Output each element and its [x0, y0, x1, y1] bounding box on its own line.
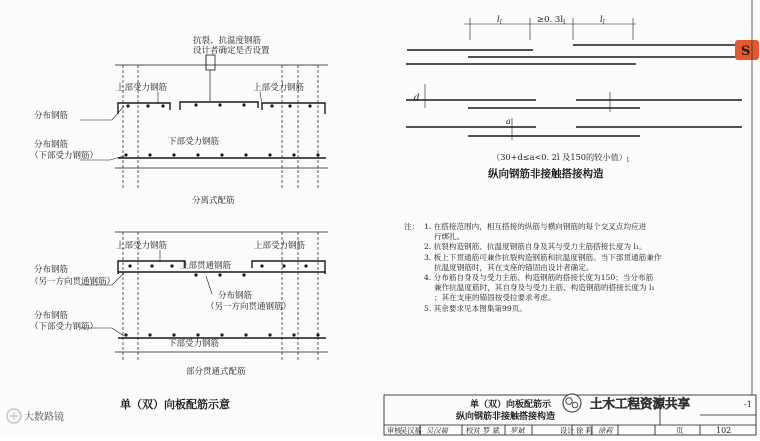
- title-block-signatures: [387, 426, 614, 435]
- note-4-line-1: 4. 分布筋自身及与受力主筋、构造钢筋的搭接长度为150；当分布筋: [424, 273, 654, 283]
- label-distribution-2: 分布钢筋: [34, 140, 69, 150]
- label2-dist3-sub: （下部受力钢筋）: [30, 322, 99, 332]
- caption-partial-through: 部分贯通式配筋: [186, 367, 246, 377]
- callout-line2: 设计者确定是否设置: [193, 46, 270, 56]
- sig-cell-5: 罗斌: [510, 426, 525, 435]
- splice-title: 纵向钢筋非接触搭接构造: [488, 168, 604, 180]
- sig-cell-4: 罗 斌: [483, 426, 500, 435]
- title-block-line1: 单（双）向板配筋示: [470, 400, 552, 410]
- label2-top-right: 上部受力钢筋: [254, 241, 306, 251]
- note-4-line-2: 兼作抗温度筋时，其自身及与受力主筋、构造钢筋的搭接长度为 l₁: [434, 283, 655, 293]
- note-5-line-1: 5. 其余要求见本图集第99页。: [424, 303, 527, 313]
- title-block-page-label: 页: [676, 426, 684, 435]
- left-title: 单（双）向板配筋示意: [120, 398, 230, 411]
- note-3-line-1: 3. 板上下贯通筋可兼作抗裂构造钢筋和抗温度钢筋。当下部贯通筋兼作: [424, 252, 662, 262]
- leader-dist2: [206, 276, 212, 294]
- sogou-input-icon[interactable]: [735, 40, 759, 60]
- note-row-1: [404, 222, 734, 232]
- callout-marker: [206, 55, 215, 70]
- sig-cell-3: 校对: [466, 426, 481, 435]
- label-top-bar-right: 上部受力钢筋: [253, 83, 305, 93]
- formula: （30+d≤a<0. 2l 及150的较小值）$_l$: [492, 152, 629, 164]
- note-3-line-2: 抗温度钢筋时，其在支座的锚固由设计者确定。: [434, 262, 594, 272]
- distribution2-dots-bottom: [124, 333, 319, 336]
- leader-top-bar-right: [260, 92, 262, 104]
- note-2-line-1: 2. 抗裂构造钢筋、抗温度钢筋自身及其与受力主筋搭接长度为 l₁。: [424, 242, 647, 252]
- label-top-bar: 上部受力钢筋: [116, 83, 168, 93]
- label2-dist3: 分布钢筋: [34, 311, 69, 321]
- note-1-line-1: 1. 在搭接范围内，相互搭接的纵筋与横向钢筋的每个交叉点均应进: [424, 222, 647, 231]
- sig-cell-7: 徐 莉: [576, 426, 593, 435]
- caption-separated: 分离式配筋: [192, 196, 235, 206]
- dim-l2: $l_l$: [600, 15, 605, 26]
- notes-block: [404, 222, 734, 314]
- label2-dist2-center: 分布钢筋: [218, 291, 253, 301]
- note-4-line-3: ；其在支座的锚固按受拉要求考虑。: [434, 293, 556, 303]
- diagram-separated-reinforcement: [80, 55, 328, 190]
- notes-lead: 注：: [404, 222, 420, 231]
- wechat-icon: [563, 394, 581, 412]
- label2-through-top: 上部贯通钢筋: [180, 261, 232, 271]
- label-distribution-2-sub: （下部受力钢筋）: [30, 151, 99, 161]
- label2-top-left: 上部受力钢筋: [116, 241, 168, 251]
- svg-text:S: S: [741, 44, 751, 59]
- title-block-line2: 纵向钢筋非接触搭接构造: [456, 412, 556, 422]
- dim-a: a: [506, 117, 511, 126]
- sig-cell-8: 徐莉: [598, 426, 613, 435]
- dim-l1: $l_l$: [497, 15, 502, 26]
- label-bottom-bar: 下部受力钢筋: [168, 137, 220, 147]
- diagram-lap-splice: [406, 18, 742, 140]
- label2-dist1: 分布钢筋: [34, 265, 69, 275]
- sig-cell-2: 吴汉福: [426, 426, 448, 435]
- label-distribution: 分布钢筋: [34, 111, 69, 121]
- sig-cell-0: 审核: [387, 426, 402, 435]
- watermark-left-icon: [7, 409, 21, 423]
- label2-dist1-sub: （另一方向贯通钢筋）: [30, 277, 116, 287]
- dim-gap: ≥0. $3l_l$: [537, 15, 565, 26]
- distribution-dots-bottom: [124, 153, 319, 156]
- title-block-page-number: 102: [716, 426, 732, 435]
- sig-cell-6: 设计: [560, 426, 575, 435]
- watermark-right: 土木工程资源共享: [590, 396, 691, 411]
- label2-dist2-center-sub: （另一方向贯通钢筋）: [206, 302, 292, 312]
- watermark-left: 大数路镜: [24, 412, 64, 423]
- distribution-dots-top: [126, 103, 311, 107]
- dim-d: d: [414, 93, 420, 103]
- label2-bottom: 下部受力钢筋: [168, 339, 220, 349]
- callout-line1: 抗裂、抗温度钢筋: [193, 36, 262, 46]
- sig-cell-1: 吴汉福: [400, 426, 422, 435]
- note-1-line-2: 行绑扎。: [434, 232, 465, 242]
- title-block-atlas-suffix: -1: [744, 400, 752, 409]
